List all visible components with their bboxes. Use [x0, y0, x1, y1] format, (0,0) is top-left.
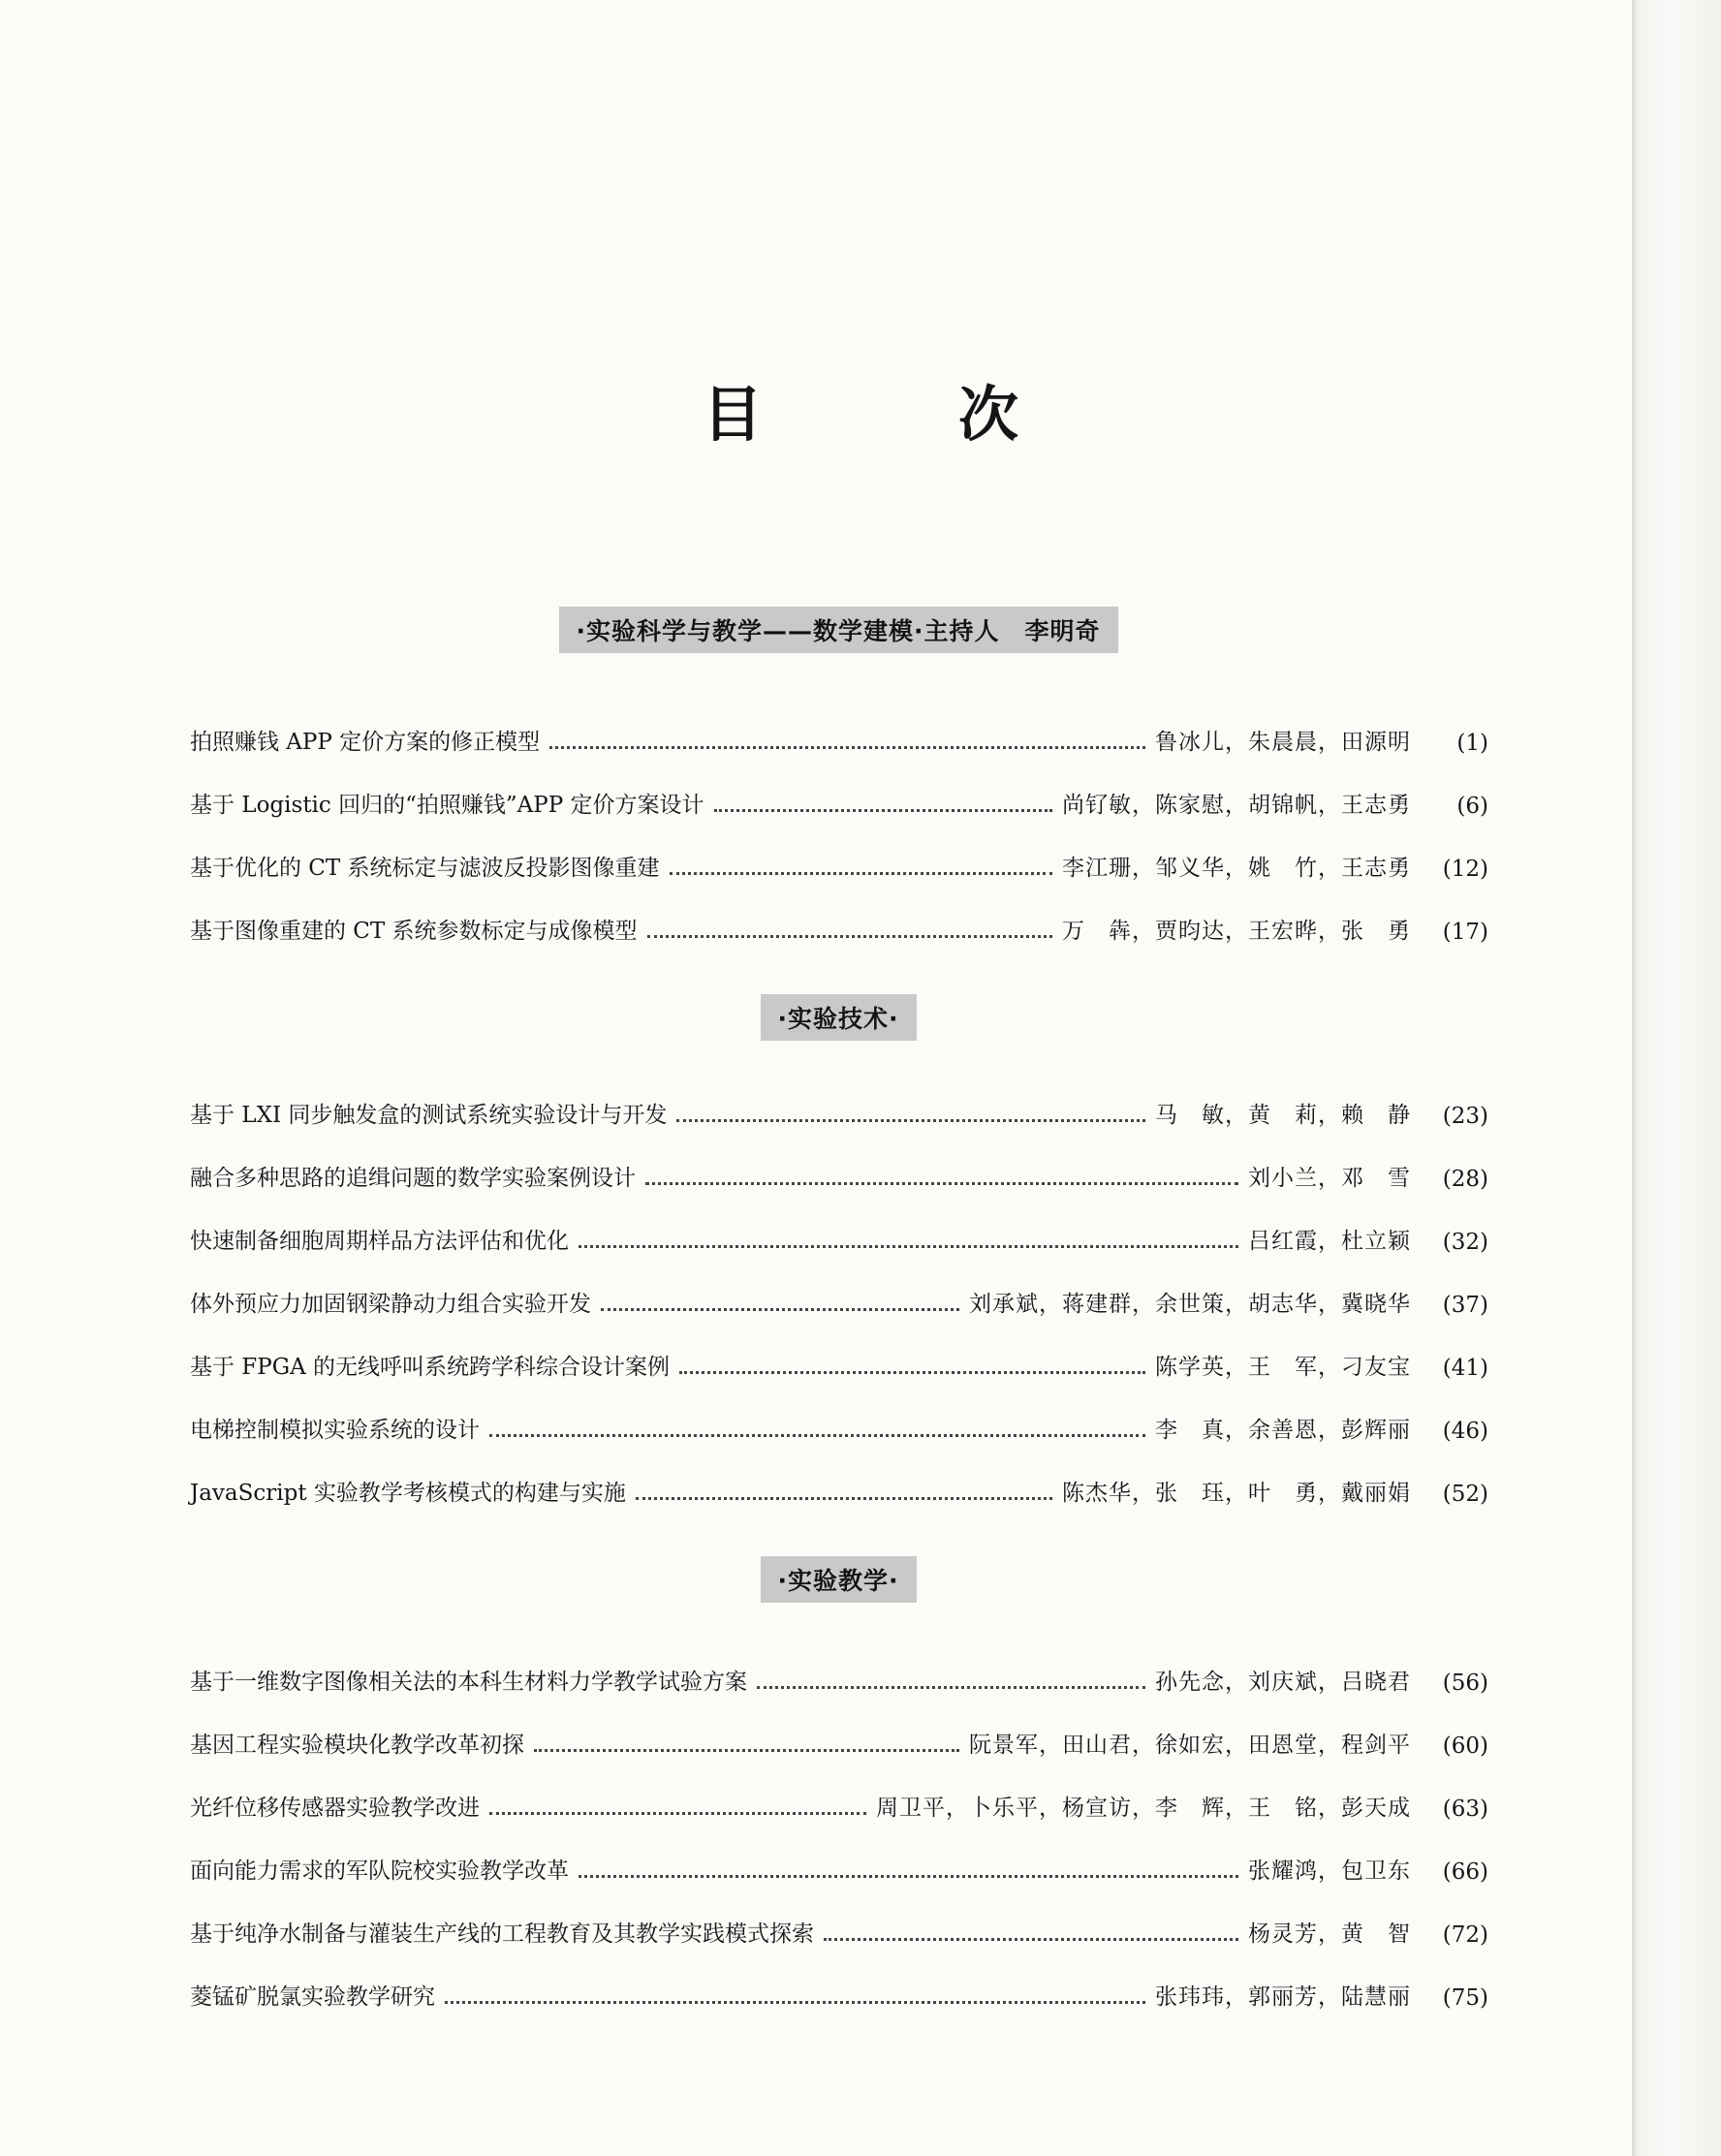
entry-authors: 万 犇，贾昀达，王宏晔，张 勇 — [1062, 919, 1411, 944]
entry-page-number: (46) — [1442, 1419, 1488, 1444]
entry-title: 电梯控制模拟实验系统的设计 — [190, 1418, 480, 1443]
dot-leader — [676, 1118, 1145, 1122]
scan-edge — [1632, 0, 1721, 2156]
entry-title: 基于 LXI 同步触发盒的测试系统实验设计与开发 — [190, 1103, 668, 1128]
dot-leader — [824, 1937, 1238, 1941]
toc-entry[interactable] — [190, 1405, 1488, 1444]
entry-authors: 孙先念，刘庆斌，吕晓君 — [1155, 1670, 1411, 1695]
dot-leader — [647, 934, 1052, 938]
entry-authors: 李 真，余善恩，彭辉丽 — [1155, 1418, 1411, 1443]
entry-title: 快速制备细胞周期样品方法评估和优化 — [190, 1229, 569, 1254]
entry-authors: 刘小兰，邓 雪 — [1248, 1166, 1411, 1191]
entry-page-number: (72) — [1442, 1922, 1488, 1948]
entry-authors: 陈杰华，张 珏，叶 勇，戴丽娟 — [1062, 1481, 1411, 1506]
dot-leader — [579, 1874, 1238, 1878]
dot-leader — [601, 1307, 959, 1311]
page-title: 目 次 — [702, 379, 1086, 450]
dot-leader — [670, 871, 1052, 875]
entry-page-number: (56) — [1442, 1671, 1488, 1696]
entry-title: 基于一维数字图像相关法的本科生材料力学教学试验方案 — [190, 1670, 747, 1695]
dot-leader — [679, 1370, 1145, 1374]
entry-title: 基于图像重建的 CT 系统参数标定与成像模型 — [190, 919, 638, 944]
section-header-math-modeling — [189, 601, 1487, 659]
entry-title: 光纤位移传感器实验教学改进 — [190, 1796, 480, 1821]
entry-page-number: (1) — [1456, 731, 1488, 756]
section-header-experiment-teaching — [189, 1550, 1487, 1609]
toc-entry[interactable] — [190, 843, 1488, 882]
entry-page-number: (60) — [1442, 1734, 1488, 1759]
toc-entry[interactable] — [190, 1657, 1488, 1696]
entry-title: 基因工程实验模块化教学改革初探 — [190, 1733, 524, 1758]
toc-entry[interactable] — [190, 1846, 1488, 1885]
entry-title: 菱锰矿脱氯实验教学研究 — [190, 1984, 435, 2010]
entry-title: 基于纯净水制备与灌装生产线的工程教育及其教学实践模式探索 — [190, 1922, 814, 1947]
entry-page-number: (37) — [1442, 1293, 1488, 1318]
entry-page-number: (17) — [1442, 920, 1488, 945]
entry-page-number: (75) — [1442, 1985, 1488, 2011]
entry-page-number: (52) — [1442, 1482, 1488, 1507]
entry-page-number: (12) — [1442, 857, 1488, 882]
entry-authors: 陈学英，王 军，刁友宝 — [1155, 1355, 1411, 1380]
dot-leader — [489, 1811, 866, 1815]
dot-leader — [534, 1748, 959, 1752]
entry-page-number: (63) — [1442, 1797, 1488, 1822]
section-header-experiment-technology — [189, 988, 1487, 1047]
toc-entry[interactable] — [190, 1720, 1488, 1759]
entry-page-number: (23) — [1442, 1104, 1488, 1129]
entry-title: JavaScript 实验教学考核模式的构建与实施 — [190, 1481, 626, 1506]
entry-authors: 阮景军，田山君，徐如宏，田恩堂，程剑平 — [969, 1733, 1411, 1758]
entry-title: 面向能力需求的军队院校实验教学改革 — [190, 1859, 569, 1884]
toc-entry[interactable] — [190, 1090, 1488, 1129]
entry-authors: 张耀鸿，包卫东 — [1248, 1859, 1411, 1884]
entry-title: 基于 FPGA 的无线呼叫系统跨学科综合设计案例 — [190, 1355, 671, 1380]
toc-entry[interactable] — [190, 1468, 1488, 1507]
toc-entry[interactable] — [190, 1783, 1488, 1822]
toc-entry[interactable] — [190, 1909, 1488, 1948]
toc-entry[interactable] — [190, 1153, 1488, 1192]
toc-entry[interactable] — [190, 1216, 1488, 1255]
entry-title: 拍照赚钱 APP 定价方案的修正模型 — [190, 730, 541, 755]
entry-title: 基于优化的 CT 系统标定与滤波反投影图像重建 — [190, 856, 660, 881]
toc-entry[interactable] — [190, 1342, 1488, 1381]
dot-leader — [549, 745, 1145, 749]
entry-page-number: (32) — [1442, 1230, 1488, 1255]
entry-page-number: (41) — [1442, 1356, 1488, 1381]
entry-authors: 吕红霞，杜立颖 — [1248, 1229, 1411, 1254]
section-label: ·实验技术· — [761, 994, 917, 1041]
toc-entry[interactable] — [190, 906, 1488, 945]
dot-leader — [489, 1433, 1145, 1437]
dot-leader — [714, 808, 1053, 812]
toc-entry[interactable] — [190, 1972, 1488, 2011]
entry-authors: 马 敏，黄 莉，赖 静 — [1155, 1103, 1411, 1128]
dot-leader — [645, 1181, 1238, 1185]
entry-page-number: (28) — [1442, 1167, 1488, 1192]
entry-authors: 杨灵芳，黄 智 — [1248, 1922, 1411, 1947]
toc-entry[interactable] — [190, 717, 1488, 756]
entry-authors: 张玮玮，郭丽芳，陆慧丽 — [1155, 1984, 1411, 2010]
entry-title: 基于 Logistic 回归的“拍照赚钱”APP 定价方案设计 — [190, 793, 704, 818]
entry-page-number: (6) — [1456, 794, 1488, 819]
entry-authors: 尚钌敏，陈家慰，胡锦帆，王志勇 — [1062, 793, 1411, 818]
entry-authors: 鲁冰儿，朱晨晨，田源明 — [1155, 730, 1411, 755]
dot-leader — [445, 2000, 1145, 2004]
dot-leader — [757, 1685, 1145, 1689]
section-label: ·实验教学· — [761, 1556, 917, 1603]
entry-authors: 周卫平，卜乐平，杨宣访，李 辉，王 铭，彭天成 — [876, 1796, 1411, 1821]
toc-entry[interactable] — [190, 1279, 1488, 1318]
section-label: ·实验科学与教学——数学建模·主持人 李明奇 — [559, 607, 1118, 653]
entry-page-number: (66) — [1442, 1859, 1488, 1885]
dot-leader — [636, 1496, 1052, 1500]
entry-authors: 李江珊，邹义华，姚 竹，王志勇 — [1062, 856, 1411, 881]
toc-entry[interactable] — [190, 780, 1488, 819]
entry-title: 融合多种思路的追缉问题的数学实验案例设计 — [190, 1166, 636, 1191]
entry-title: 体外预应力加固钢梁静动力组合实验开发 — [190, 1292, 591, 1317]
entry-authors: 刘承斌，蒋建群，余世策，胡志华，冀晓华 — [969, 1292, 1411, 1317]
dot-leader — [579, 1244, 1238, 1248]
